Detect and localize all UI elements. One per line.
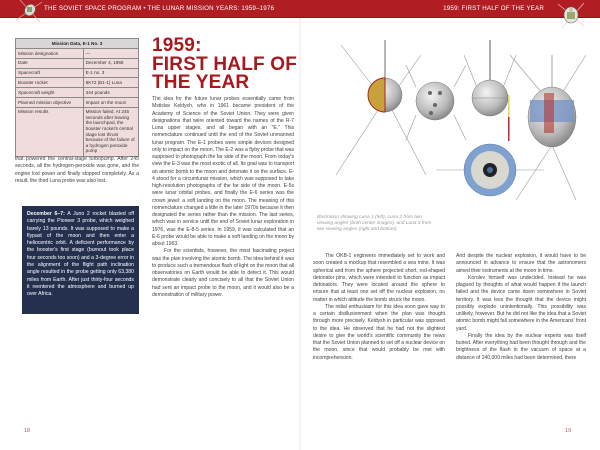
row-value: — [83, 49, 138, 59]
sidebar-text: A Juno 2 rocket blasted off carrying the Pioneer 3 probe, which weighed barely 13 pounds. It was supposed to make a flypast of the moon and then enter a heliocentric orbit. A deficient performance by the booster's first stage (burnout took place four seconds too soon) and a 3-degree error in the alignment of the flight path inclination angle resulted in the probe getting only 63,380 miles from Earth. After just thirty-four seconds it reentered the atmosphere and burned up over Africa. [27, 211, 135, 298]
left-continuation-text: that powered the central-stage turbopump. After 245 seconds, all the hydrogen-peroxide was gone, and the engine lost power and finally stopped completely. As a result, the third Luna probe was also lost. [15, 156, 139, 184]
satellite-icon [554, 0, 588, 30]
row-value: December 4, 1958 [83, 58, 138, 68]
row-label: Mission designation [16, 49, 84, 59]
row-label: Planned mission objective [16, 97, 84, 107]
table-title: Mission Data, E-1 No. 3 [16, 39, 139, 49]
luna-3-side-drawing [510, 55, 586, 200]
title-line: THE YEAR [152, 72, 250, 93]
paragraph: Finally the idea by the nuclear experts was itself buried. After everything had been thought through and the brightness of the flash in the vacuum of space at a distance of 240,000 miles had been determined, there [456, 332, 586, 361]
table-row [16, 97, 139, 107]
row-label: Booster rocket [16, 78, 84, 88]
row-value: Impact on the moon [83, 97, 138, 107]
table-row [16, 68, 139, 78]
row-label: Spacecraft [16, 68, 84, 78]
paragraph: The OKB-1 engineers immediately set to work and soon created a mockup that resembled a sea mine. It was spherical and from the sphere projected short, rod-shaped detonator pins, which were intended to function as impact detonators. They were located around the sphere to ensure that at least one set off the nuclear explosion, no matter in which attitude the bomb struck the moon. [313, 253, 445, 303]
paragraph: The idea for the future lunar probes essentially came from Mstislav Keldysh, who in 1961 became president of the Academy of Science of the Soviet Union. They were given designations that were oriented toward the names of the R-7 Luna upper stages, and all began with an "E." This nomenclature continued until the end of the Soviet unmanned lunar program. The E-1 probes were simple devices designed only to impact on the moon. The E-2 was a flyby probe that was supposed to photograph the far side of the moon. From today's view the E-3 was the most exotic of all. Its goal was to transport an atomic bomb to the moon and detonate it on the surface. E-4 stood for a circumlunar mission, which was supposed to take high-resolution photographs of the far side of the moon. E-5s were lunar orbital probes, and finally the E-6 series was the crown jewel: a soft landing on the moon. The meaning of this nomenclature changed a little in the later 1970s because it then designated the series rather than the mission. The last series, which was in service until the end of Soviet lunar exploration in 1976, was the E-8-5 series. In 1959, it was calculated that an E-6 probe would be able to make a soft landing on the moon by about 1963. [152, 96, 294, 247]
table-row [16, 58, 139, 68]
row-label: Spacecraft weight [16, 88, 84, 98]
luna-probes-illustration [306, 35, 596, 205]
illustration-caption: Illustration showing Luna 1 (left), Luna 2 from two viewing angles (both center images), and Luna 3 from two viewing angles (right and bottom). [317, 215, 432, 232]
title-line: FIRST HALF OF [152, 53, 298, 75]
title-line: 1959: [152, 35, 202, 56]
scale-bar-red [508, 117, 510, 141]
row-label: Mission results [16, 107, 84, 156]
timeline-sidebar [22, 206, 139, 314]
scale-bar-yellow [508, 95, 510, 117]
luna-3-bottom-drawing [436, 144, 544, 196]
chapter-title [152, 37, 297, 93]
table-row [16, 107, 139, 156]
page-number-left: 18 [24, 428, 31, 434]
running-header-bar [0, 0, 600, 18]
page-gutter [299, 18, 301, 450]
table-row [16, 49, 139, 59]
row-label: Date [16, 58, 84, 68]
table-row [16, 78, 139, 88]
paragraph: The initial enthusiasm for this idea soon gave way to a certain disillusionment when the plan was thought through more precisely. Keldysh in particular was opposed to the idea. He observed that he had not the slightest desire to give the world's scientific community the news that the Soviet Union planned to set off a nuclear device on the moon, since that would probably be met with incomprehension. [313, 303, 445, 361]
body-column-4 [456, 253, 586, 362]
luna-1-drawing [336, 40, 426, 175]
row-value: 8K72 (B1-1) Luna [83, 78, 138, 88]
table-row [16, 88, 139, 98]
running-head-right: 1959: FIRST HALF OF THE YEAR [443, 5, 544, 12]
row-value: 344 pounds [83, 88, 138, 98]
sidebar-date: December 6–7: [27, 211, 65, 217]
row-value: E-1 no. 3 [83, 68, 138, 78]
mission-data-table [15, 38, 139, 157]
page-number-right: 19 [565, 428, 572, 434]
body-column-2 [152, 96, 294, 299]
running-head-left: THE SOVIET SPACE PROGRAM • THE LUNAR MISSION YEARS: 1959–1976 [44, 5, 275, 12]
luna-2-front-drawing [406, 65, 466, 140]
satellite-icon [14, 0, 44, 24]
paragraph: And despite the nuclear explosion, it would have to be announced in advance to ensure that the astronomers aimed their instruments at the moon in time. [456, 253, 586, 274]
paragraph: Korolev himself was undecided. Instead he was plagued by thoughts of what would happen if the launch failed and the device came down somewhere in Soviet territory. It was less the thought that the device might possibly explode unintentionally. This possibility was unlikely, however. But he did not like the idea that a Soviet atomic bomb might fall somewhere in the Americans' front yard. [456, 274, 586, 332]
body-column-3 [313, 253, 445, 362]
paragraph: For the scientists, however, the most fascinating project was the plan involving the atomic bomb. The idea behind it was to produce such a tremendous flash of light on the moon that all observatories on Earth would be able to detect it. This would demonstrate clearly and concisely to all that the Soviet Union had sent an impact probe to the moon, and it would also be a demonstration of military power. [152, 248, 294, 298]
row-value: Mission failed. At 245 seconds after leaving the launchpad, the booster rocket's central stage lost thrust because of the failure of a hydrogen peroxide pump [83, 107, 138, 156]
